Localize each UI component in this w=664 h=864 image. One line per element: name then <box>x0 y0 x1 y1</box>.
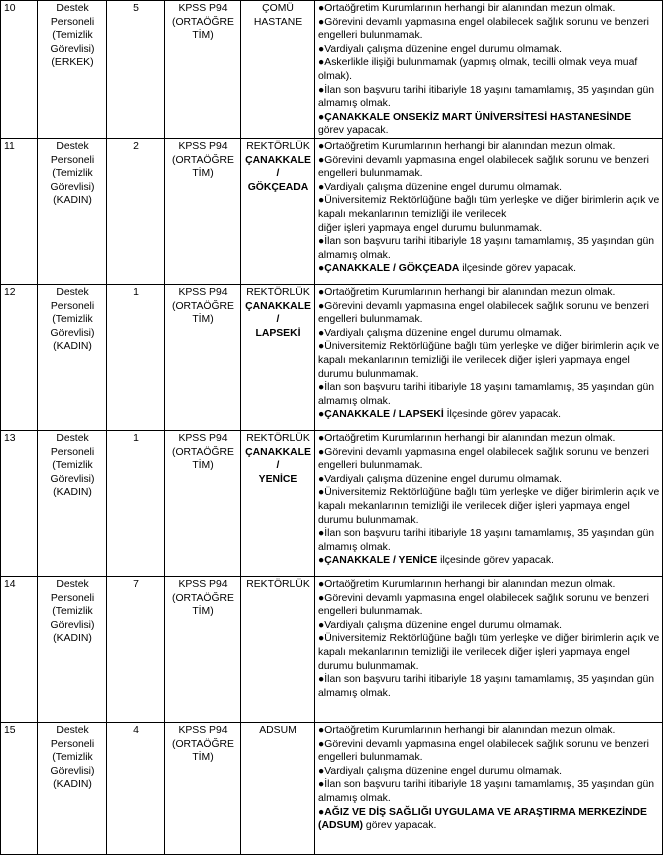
position-title-line: (ERKEK) <box>51 57 94 69</box>
condition-item: ●Ortaöğretim Kurumlarının herhangi bir alanından mezun olmak. <box>318 579 616 590</box>
position-title-line: Görevlisi) <box>50 43 95 55</box>
table-body <box>1 1 663 855</box>
exam-type-line: KPSS P94 <box>178 141 228 152</box>
exam-type-line: TİM) <box>192 314 214 326</box>
work-location-suffix: ilçesinde görev yapacak. <box>459 263 577 275</box>
position-title-line: Destek <box>56 433 89 444</box>
unit-cell <box>241 1 315 139</box>
position-title-line: (KADIN) <box>53 779 92 791</box>
position-title-line: (KADIN) <box>53 487 92 499</box>
work-location-note <box>318 111 660 138</box>
position-title-line: (Temizlik <box>52 606 93 618</box>
unit-cell <box>241 577 315 723</box>
condition-item: ●Görevini devamlı yapmasına engel olabilecek sağlık sorunu ve benzeri engelleri bulunmamak. <box>318 446 649 472</box>
row-number-cell <box>1 1 38 139</box>
unit-name-line: ÇOMÜ <box>262 3 294 14</box>
exam-type-line: TİM) <box>192 606 214 618</box>
conditions-cell <box>315 139 663 285</box>
row-number-cell <box>1 723 38 855</box>
position-count-cell <box>107 723 165 855</box>
exam-type-cell <box>165 1 241 139</box>
position-title-line: (Temizlik <box>52 314 93 326</box>
exam-type-line: (ORTAÖĞRE <box>172 738 234 750</box>
condition-item: ●Görevini devamlı yapmasına engel olabilecek sağlık sorunu ve benzeri engelleri bulunmamak. <box>318 738 649 764</box>
condition-item: ●Ortaöğretim Kurumlarının herhangi bir alanından mezun olmak. <box>318 3 616 14</box>
condition-item: ●Görevini devamlı yapmasına engel olabilecek sağlık sorunu ve benzeri engelleri bulunmamak. <box>318 16 649 42</box>
position-count: 5 <box>133 3 139 14</box>
row-number: 15 <box>4 725 16 736</box>
position-title-line: (Temizlik <box>52 460 93 472</box>
position-title-line: Görevlisi) <box>50 619 95 631</box>
position-title-line: Destek <box>56 3 89 14</box>
position-title-line: Görevlisi) <box>50 473 95 485</box>
position-title-line: (Temizlik <box>52 752 93 764</box>
condition-item: ●Üniversitemiz Rektörlüğüne bağlı tüm yerleşke ve diğer birimlerin açık ve kapalı mekanlarının temizliği ile verilecek <box>318 195 660 220</box>
exam-type-line: TİM) <box>192 752 214 764</box>
position-title-line: Destek <box>56 579 89 590</box>
condition-item: ●Vardiyalı çalışma düzenine engel durumu olmamak. <box>318 619 563 631</box>
work-location-suffix: İlçesinde görev yapacak. <box>443 409 562 421</box>
unit-location-line: ÇANAKKALE / <box>245 446 311 472</box>
work-location-note <box>318 408 660 422</box>
conditions-cell <box>315 723 663 855</box>
table-row <box>1 577 663 723</box>
position-title-line: Personeli <box>50 446 95 458</box>
position-title-line: Görevlisi) <box>50 765 95 777</box>
row-number-cell <box>1 431 38 577</box>
work-location-note <box>318 554 660 568</box>
condition-item: ●Ortaöğretim Kurumlarının herhangi bir alanından mezun olmak. <box>318 141 616 152</box>
exam-type-line: TİM) <box>192 30 214 42</box>
unit-cell <box>241 285 315 431</box>
row-number-cell <box>1 577 38 723</box>
position-title-line: Destek <box>56 725 89 736</box>
unit-cell <box>241 431 315 577</box>
condition-item: ●Vardiyalı çalışma düzenine engel durumu olmamak. <box>318 181 563 193</box>
condition-item: ●Görevini devamlı yapmasına engel olabilecek sağlık sorunu ve benzeri engelleri bulunmamak. <box>318 154 649 180</box>
exam-type-cell <box>165 723 241 855</box>
exam-type-line: KPSS P94 <box>178 579 228 590</box>
work-location-suffix: görev yapacak. <box>318 125 389 137</box>
position-count: 2 <box>133 141 139 152</box>
exam-type-line: TİM) <box>192 168 214 180</box>
exam-type-line: KPSS P94 <box>178 3 228 14</box>
condition-item: ●İlan son başvuru tarihi itibariyle 18 yaşını tamamlamış, 35 yaşından gün almamış olmak. <box>318 84 655 110</box>
condition-item: ●Üniversitemiz Rektörlüğüne bağlı tüm yerleşke ve diğer birimlerin açık ve kapalı mekanlarının temizliği ile verilecek diğer işleri yapmaya engel durumu bulunmamak. <box>318 341 660 380</box>
row-number-cell <box>1 139 38 285</box>
position-title-line: (KADIN) <box>53 195 92 207</box>
position-title-cell <box>38 723 107 855</box>
work-location-suffix: görev yapacak. <box>363 820 437 832</box>
conditions-cell <box>315 1 663 139</box>
table-row <box>1 139 663 285</box>
condition-item: ●İlan son başvuru tarihi itibariyle 18 yaşını tamamlamış, 35 yaşından gün almamış olmak. <box>318 382 655 407</box>
condition-item: ●Ortaöğretim Kurumlarının herhangi bir alanından mezun olmak. <box>318 725 616 736</box>
unit-location-line: YENİCE <box>258 473 298 485</box>
table-row <box>1 723 663 855</box>
exam-type-line: KPSS P94 <box>178 725 228 736</box>
exam-type-line: (ORTAÖĞRE <box>172 446 234 458</box>
work-location-note <box>318 806 660 833</box>
exam-type-line: (ORTAÖĞRE <box>172 592 234 604</box>
table-row <box>1 1 663 139</box>
condition-item: ●Ortaöğretim Kurumlarının herhangi bir alanından mezun olmak. <box>318 287 616 298</box>
position-title-cell <box>38 139 107 285</box>
position-count: 7 <box>133 579 139 590</box>
position-count-cell <box>107 285 165 431</box>
row-number: 11 <box>4 141 15 152</box>
condition-item: ●İlan son başvuru tarihi itibariyle 18 yaşını tamamlamış, 35 yaşından gün almamış olmak. <box>318 528 655 553</box>
position-title-cell <box>38 1 107 139</box>
position-count: 1 <box>133 287 139 298</box>
unit-name-line: HASTANE <box>253 16 303 28</box>
position-title-line: (KADIN) <box>53 341 92 353</box>
condition-item: ●İlan son başvuru tarihi itibariyle 18 yaşını tamamlamış, 35 yaşından gün almamış olmak. <box>318 236 655 261</box>
position-title-line: Personeli <box>50 592 95 604</box>
conditions-cell <box>315 285 663 431</box>
work-location-suffix: ilçesinde görev yapacak. <box>437 555 554 567</box>
position-count: 1 <box>133 433 139 444</box>
exam-type-cell <box>165 285 241 431</box>
work-location-name: ●ÇANAKKALE / YENİCE <box>318 555 438 567</box>
position-title-line: Personeli <box>50 154 95 166</box>
position-title-line: (Temizlik <box>52 168 93 180</box>
unit-cell <box>241 139 315 285</box>
exam-type-line: (ORTAÖĞRE <box>172 154 234 166</box>
position-count-cell <box>107 577 165 723</box>
condition-item: ●İlan son başvuru tarihi itibariyle 18 yaşını tamamlamış, 35 yaşından gün almamış olmak. <box>318 779 655 804</box>
position-count-cell <box>107 1 165 139</box>
position-count-cell <box>107 431 165 577</box>
unit-location-line: ÇANAKKALE / <box>245 300 311 326</box>
condition-item: diğer işleri yapmaya engel durumu bulunmamak. <box>318 222 543 234</box>
position-title-line: Destek <box>56 141 89 152</box>
row-number: 13 <box>4 433 16 444</box>
row-number: 10 <box>4 3 16 14</box>
unit-name-line: ADSUM <box>259 725 297 736</box>
work-location-name: ●ÇANAKKALE ONSEKİZ MART ÜNİVERSİTESİ HASTANESİNDE <box>318 111 632 123</box>
condition-item: ●Askerlikle ilişiği bulunmamak (yapmış olmak, tecilli olmak veya muaf olmak). <box>318 57 638 82</box>
conditions-cell <box>315 431 663 577</box>
unit-name-line: REKTÖRLÜK <box>246 579 310 590</box>
exam-type-cell <box>165 139 241 285</box>
exam-type-line: (ORTAÖĞRE <box>172 300 234 312</box>
position-title-line: (Temizlik <box>52 30 93 42</box>
exam-type-cell <box>165 431 241 577</box>
condition-item: ●Görevini devamlı yapmasına engel olabilecek sağlık sorunu ve benzeri engelleri bulunmamak. <box>318 592 649 618</box>
position-title-line: Destek <box>56 287 89 298</box>
condition-item: ●Ortaöğretim Kurumlarının herhangi bir alanından mezun olmak. <box>318 433 616 444</box>
exam-type-line: KPSS P94 <box>178 433 228 444</box>
position-title-line: (KADIN) <box>53 633 92 645</box>
condition-item: ●Vardiyalı çalışma düzenine engel durumu olmamak. <box>318 765 563 777</box>
work-location-name: ●AĞIZ VE DİŞ SAĞLIĞI UYGULAMA VE ARAŞTIRMA MERKEZİNDE (ADSUM) <box>318 806 647 832</box>
table-row <box>1 285 663 431</box>
exam-type-cell <box>165 577 241 723</box>
unit-location-line: GÖKÇEADA <box>247 181 309 193</box>
position-count: 4 <box>133 725 139 736</box>
unit-location-line: LAPSEKİ <box>255 327 301 339</box>
unit-name-line: REKTÖRLÜK <box>246 287 310 298</box>
position-title-cell <box>38 577 107 723</box>
condition-item: ●Vardiyalı çalışma düzenine engel durumu olmamak. <box>318 327 563 339</box>
exam-type-line: KPSS P94 <box>178 287 228 298</box>
work-location-name: ●ÇANAKKALE / GÖKÇEADA <box>318 263 460 275</box>
unit-cell <box>241 723 315 855</box>
condition-item: ●Üniversitemiz Rektörlüğüne bağlı tüm yerleşke ve diğer birimlerin açık ve kapalı mekanlarının temizliği ile verilecek diğer işleri yapmaya engel durumu bulunmamak. <box>318 487 660 526</box>
work-location-note <box>318 262 660 276</box>
unit-location-line: ÇANAKKALE / <box>245 154 311 180</box>
position-count-cell <box>107 139 165 285</box>
condition-item: ●Vardiyalı çalışma düzenine engel durumu olmamak. <box>318 43 563 55</box>
position-title-cell <box>38 285 107 431</box>
condition-item: ●Üniversitemiz Rektörlüğüne bağlı tüm yerleşke ve diğer birimlerin açık ve kapalı mekanlarının temizliği ile verilecek diğer işleri yapmaya engel durumu bulunmamak. <box>318 633 660 672</box>
row-number-cell <box>1 285 38 431</box>
condition-item: ●Vardiyalı çalışma düzenine engel durumu olmamak. <box>318 473 563 485</box>
position-title-line: Görevlisi) <box>50 327 95 339</box>
unit-name-line: REKTÖRLÜK <box>246 433 310 444</box>
table-row <box>1 431 663 577</box>
position-title-line: Personeli <box>50 300 95 312</box>
row-number: 14 <box>4 579 16 590</box>
work-location-name: ●ÇANAKKALE / LAPSEKİ <box>318 409 444 421</box>
condition-item: ●İlan son başvuru tarihi itibariyle 18 yaşını tamamlamış, 35 yaşından gün almamış olmak. <box>318 674 655 699</box>
unit-name-line: REKTÖRLÜK <box>246 141 310 152</box>
position-title-line: Personeli <box>50 16 95 28</box>
position-title-line: Görevlisi) <box>50 181 95 193</box>
position-title-line: Personeli <box>50 738 95 750</box>
exam-type-line: TİM) <box>192 460 214 472</box>
position-title-cell <box>38 431 107 577</box>
conditions-cell <box>315 577 663 723</box>
condition-item: ●Görevini devamlı yapmasına engel olabilecek sağlık sorunu ve benzeri engelleri bulunmamak. <box>318 300 649 326</box>
exam-type-line: (ORTAÖĞRE <box>172 16 234 28</box>
row-number: 12 <box>4 287 16 298</box>
